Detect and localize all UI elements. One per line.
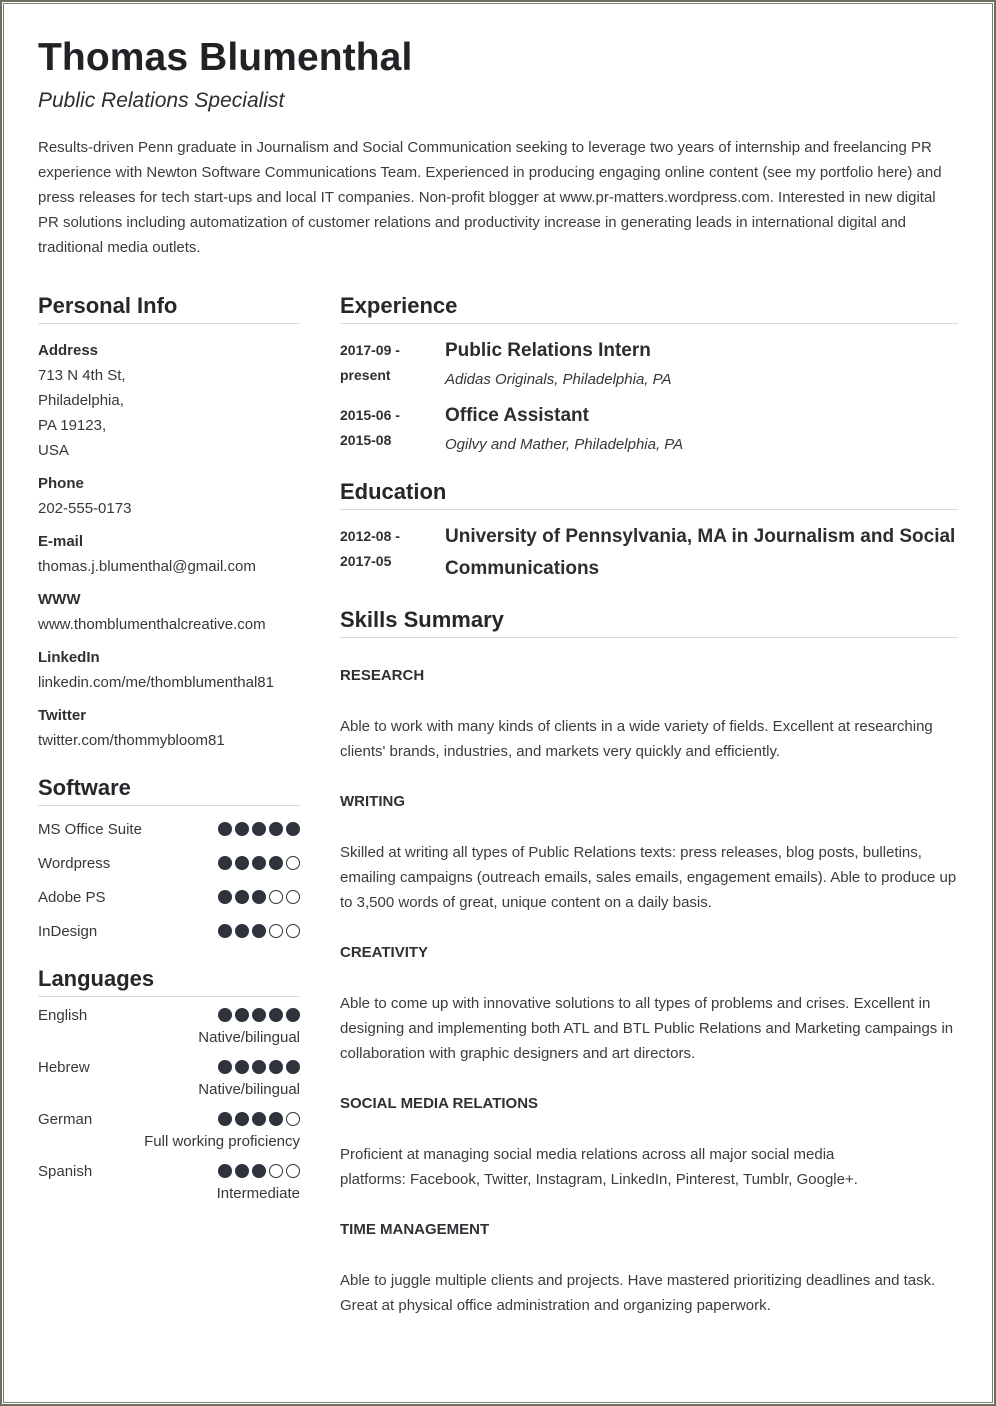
rating-dots — [218, 822, 300, 836]
filled-dot-icon — [252, 856, 266, 870]
filled-dot-icon — [235, 890, 249, 904]
languages-section — [38, 966, 300, 1205]
job-organization: Adidas Originals, Philadelphia, PA — [445, 371, 672, 388]
filled-dot-icon — [235, 1008, 249, 1022]
skill-title: CREATIVITY — [340, 944, 429, 961]
skill-title: TIME MANAGEMENT — [340, 1221, 490, 1238]
address-label: Address — [38, 342, 99, 359]
language-item — [38, 1003, 300, 1049]
filled-dot-icon — [235, 924, 249, 938]
languages-list — [38, 1003, 300, 1205]
filled-dot-icon — [286, 1008, 300, 1022]
date-end: 2017-05 — [340, 553, 392, 569]
right-column — [340, 293, 958, 1318]
filled-dot-icon — [269, 1112, 283, 1126]
empty-dot-icon — [269, 1164, 283, 1178]
skill-item — [340, 666, 958, 764]
software-list — [38, 812, 300, 948]
skill-description: Skilled at writing all types of Public Relations texts: press releases, blog posts, bulletins, emailing campaigns (outreach emails, sales emails, engagement emails). Able to produce up to 3,500 words of great, unique content on a daily basis. — [340, 844, 957, 911]
filled-dot-icon — [218, 856, 232, 870]
filled-dot-icon — [269, 1060, 283, 1074]
experience-heading: Experience — [340, 293, 958, 324]
date-end: 2015-08 — [340, 432, 392, 448]
skill-item — [340, 943, 958, 1066]
filled-dot-icon — [269, 856, 283, 870]
software-item — [38, 914, 300, 948]
rating-dots — [218, 890, 300, 904]
skill-item — [340, 1220, 958, 1318]
filled-dot-icon — [252, 924, 266, 938]
twitter-label: Twitter — [38, 707, 87, 724]
skill-item — [340, 792, 958, 915]
education-heading: Education — [340, 479, 958, 510]
job-role: Public Relations Intern — [445, 340, 651, 361]
filled-dot-icon — [252, 1164, 266, 1178]
date-start: 2015-06 - — [340, 407, 400, 423]
filled-dot-icon — [286, 822, 300, 836]
www-group — [38, 587, 300, 637]
filled-dot-icon — [269, 822, 283, 836]
software-name: MS Office Suite — [38, 820, 142, 838]
skill-title: WRITING — [340, 793, 405, 810]
experience-section — [340, 293, 958, 457]
date-start: 2017-09 - — [340, 342, 400, 358]
skills-heading: Skills Summary — [340, 607, 958, 638]
address-line: PA 19123, — [38, 417, 107, 434]
linkedin-link[interactable]: linkedin.com/me/thomblumenthal81 — [38, 674, 274, 691]
phone-label: Phone — [38, 475, 84, 492]
website-link[interactable]: www.thomblumenthalcreative.com — [38, 616, 266, 633]
filled-dot-icon — [235, 1060, 249, 1074]
filled-dot-icon — [252, 1112, 266, 1126]
skill-item — [340, 1094, 958, 1192]
rating-dots — [218, 1060, 300, 1074]
address-line: Philadelphia, — [38, 392, 124, 409]
empty-dot-icon — [286, 924, 300, 938]
language-name: German — [38, 1110, 93, 1128]
skill-title: RESEARCH — [340, 667, 425, 684]
education-section — [340, 479, 958, 585]
phone-group — [38, 471, 300, 521]
twitter-link[interactable]: twitter.com/thommybloom81 — [38, 732, 225, 749]
empty-dot-icon — [286, 856, 300, 870]
language-name: Spanish — [38, 1162, 93, 1180]
email-group — [38, 529, 300, 579]
language-item — [38, 1107, 300, 1153]
languages-heading: Languages — [38, 966, 300, 997]
rating-dots — [218, 1112, 300, 1126]
job-role: Office Assistant — [445, 405, 589, 426]
profile-summary: Results-driven Penn graduate in Journalism and Social Communication seeking to leverage two years of internship and freelancing PR experience with Newton Software Communications Team. Experienced in producing engaging online content (see my portfolio here) and press releases for tech start-ups and local IT companies. Non-profit blogger at www.pr-matters.wordpress.com. Interested in new digital PR solutions including automatization of customer relations and productivity increase in generating leads in international digital and traditional media outlets. — [38, 139, 942, 256]
software-name: InDesign — [38, 922, 98, 940]
date-end: present — [340, 367, 391, 383]
personal-info-section — [38, 293, 300, 753]
language-level: Full working proficiency — [144, 1133, 300, 1150]
job-organization: Ogilvy and Mather, Philadelphia, PA — [445, 436, 684, 453]
language-name: Hebrew — [38, 1058, 90, 1076]
filled-dot-icon — [218, 1060, 232, 1074]
filled-dot-icon — [218, 1008, 232, 1022]
date-start: 2012-08 - — [340, 528, 400, 544]
filled-dot-icon — [235, 1164, 249, 1178]
address-group — [38, 338, 300, 463]
address-line: 713 N 4th St, — [38, 367, 126, 384]
rating-dots — [218, 1164, 300, 1178]
skills-section — [340, 607, 958, 1318]
rating-dots — [218, 1008, 300, 1022]
degree: University of Pennsylvania, MA in Journalism and Social Communications — [445, 526, 956, 579]
language-level: Native/bilingual — [198, 1029, 300, 1046]
filled-dot-icon — [218, 1164, 232, 1178]
software-item — [38, 880, 300, 914]
language-name: English — [38, 1006, 88, 1024]
filled-dot-icon — [218, 924, 232, 938]
filled-dot-icon — [252, 1008, 266, 1022]
filled-dot-icon — [269, 1008, 283, 1022]
software-section — [38, 775, 300, 948]
filled-dot-icon — [218, 890, 232, 904]
filled-dot-icon — [252, 822, 266, 836]
experience-entry — [340, 338, 958, 392]
skill-description: Proficient at managing social media relations across all major social media platforms: Facebook, Twitter, Instagram, LinkedIn, Pinterest, Tumblr, Google+. — [340, 1146, 858, 1188]
language-level: Native/bilingual — [198, 1081, 300, 1098]
software-item — [38, 846, 300, 880]
address-line: USA — [38, 442, 69, 459]
filled-dot-icon — [252, 1060, 266, 1074]
candidate-name: Thomas Blumenthal — [38, 36, 413, 79]
filled-dot-icon — [218, 1112, 232, 1126]
software-name: Adobe PS — [38, 888, 106, 906]
filled-dot-icon — [235, 856, 249, 870]
email-label: E-mail — [38, 533, 84, 550]
empty-dot-icon — [286, 1164, 300, 1178]
experience-entry — [340, 403, 958, 457]
rating-dots — [218, 924, 300, 938]
filled-dot-icon — [286, 1060, 300, 1074]
linkedin-group — [38, 645, 300, 695]
skill-title: SOCIAL MEDIA RELATIONS — [340, 1095, 539, 1112]
language-level: Intermediate — [216, 1185, 300, 1202]
rating-dots — [218, 856, 300, 870]
left-column — [38, 293, 300, 1205]
software-item — [38, 812, 300, 846]
email-link[interactable]: thomas.j.blumenthal@gmail.com — [38, 558, 256, 575]
empty-dot-icon — [269, 924, 283, 938]
language-item — [38, 1055, 300, 1101]
filled-dot-icon — [252, 890, 266, 904]
empty-dot-icon — [286, 1112, 300, 1126]
skill-description: Able to juggle multiple clients and projects. Have mastered prioritizing deadlines and task. Great at physical office administration and organizing paperwork. — [340, 1272, 936, 1314]
entry-date — [340, 403, 445, 457]
job-title: Public Relations Specialist — [38, 89, 285, 112]
language-item — [38, 1159, 300, 1205]
filled-dot-icon — [235, 822, 249, 836]
empty-dot-icon — [286, 890, 300, 904]
personal-info-heading: Personal Info — [38, 293, 300, 324]
twitter-group — [38, 703, 300, 753]
linkedin-label: LinkedIn — [38, 649, 100, 666]
phone-value: 202-555-0173 — [38, 500, 132, 517]
filled-dot-icon — [218, 822, 232, 836]
software-name: Wordpress — [38, 854, 111, 872]
skill-description: Able to work with many kinds of clients in a wide variety of fields. Excellent at researching clients' brands, industries, and markets very quickly and efficiently. — [340, 718, 933, 760]
entry-date — [340, 524, 445, 585]
entry-date — [340, 338, 445, 392]
filled-dot-icon — [235, 1112, 249, 1126]
education-entry — [340, 524, 958, 585]
skill-description: Able to come up with innovative solutions to all types of problems and crises. Excellent in designing and implementing both ATL and BTL Public Relations and Marketing campaings in collaboration with graphic designers and art directors. — [340, 995, 954, 1062]
www-label: WWW — [38, 591, 81, 608]
empty-dot-icon — [269, 890, 283, 904]
software-heading: Software — [38, 775, 300, 806]
